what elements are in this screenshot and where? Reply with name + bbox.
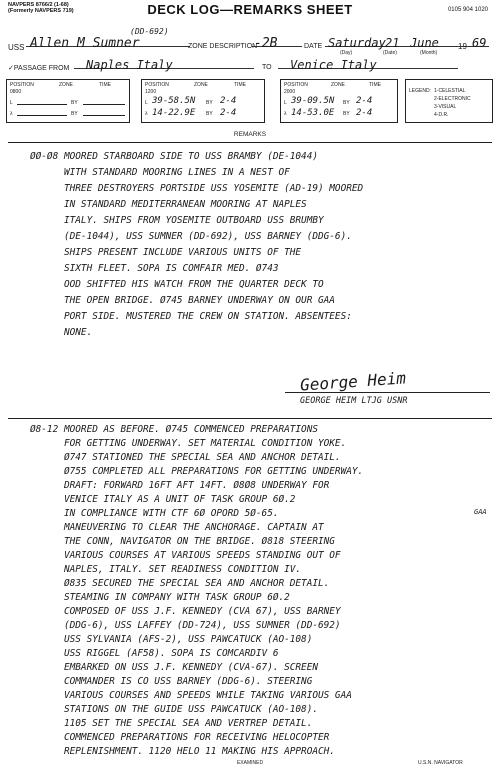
remark-line: FOR GETTING UNDERWAY. SET MATERIAL CONDITION YOKE.	[64, 438, 347, 449]
remark-line: (DE-1044), USS SUMNER (DD-692), USS BARNEY (DDG-6).	[64, 231, 352, 242]
latitude: 39-58.5N	[152, 96, 196, 106]
remark-line: DRAFT: FORWARD 16FT AFT 14FT. Ø8Ø8 UNDERWAY FOR	[64, 480, 330, 491]
remark-line: VARIOUS COURSES AND SPEEDS WHILE TAKING VARIOUS GAA	[64, 690, 352, 701]
entry1-signature: George Heim	[299, 368, 407, 395]
remark-line: COMMANDER IS CO USS BARNEY (DDG-6). STEERING	[64, 676, 313, 687]
zone-value: -2B	[254, 36, 278, 51]
position-box-0800: POSITION ZONE TIME 0800 L λ BY BY	[6, 79, 130, 123]
entry1-signature-print: GEORGE HEIM LTJG USNR	[300, 396, 408, 406]
remark-line: REPLENISHMENT. 1120 HELO 11 MAKING HIS APPROACH.	[64, 746, 335, 757]
by-label: BY	[71, 111, 78, 117]
remark-line: MOORED AS BEFORE. Ø745 COMMENCED PREPARATIONS	[64, 424, 318, 435]
legend-item: 4-D.R.	[434, 112, 449, 118]
zone-header: ZONE	[59, 82, 73, 88]
remark-line: WITH STANDARD MOORING LINES IN A NEST OF	[64, 167, 290, 178]
by-label: BY	[343, 111, 350, 117]
month-value: June	[410, 36, 439, 50]
remark-line: VENICE ITALY AS A UNIT OF TASK GROUP 6Ø.2	[64, 494, 296, 505]
remark-line: USS RIGGEL (AF58). SOPA IS COMCARDIV 6	[64, 648, 279, 659]
remark-line: MOORED STARBOARD SIDE TO USS BRAMBY (DE-1044)	[64, 151, 318, 162]
position-header: POSITION	[10, 82, 34, 88]
zone-header: ZONE	[194, 82, 208, 88]
position-box-1200: POSITION ZONE TIME 1200 L λ 39-58.5N BY 2-4 14-22.9E BY 2-4	[141, 79, 265, 123]
box-time: 2000	[284, 89, 296, 95]
by-label: BY	[71, 100, 78, 106]
remark-line: IN COMPLIANCE WITH CTF 6Ø OPORD 5Ø-65.	[64, 508, 279, 519]
passage-to: Venice Italy	[290, 58, 377, 72]
remark-line: STEAMING IN COMPANY WITH TASK GROUP 6Ø.2	[64, 592, 290, 603]
remarks-rule	[8, 142, 492, 143]
remark-line: SHIPS PRESENT INCLUDE VARIOUS UNITS OF THE	[64, 247, 302, 258]
year-value: 69	[472, 36, 487, 50]
zone-label: ZONE DESCRIPTION	[188, 43, 258, 50]
position-header: POSITION	[284, 82, 308, 88]
day-value: Saturday	[328, 36, 386, 50]
ship-name: Allen M Sumner	[30, 36, 140, 51]
form-id: NAVPERS 8766/2 (1-68) (Formerly NAVPERS 719)	[8, 2, 74, 14]
remark-line: Ø835 SECURED THE SPECIAL SEA AND ANCHOR DETAIL.	[64, 578, 330, 589]
time-header: TIME	[99, 82, 111, 88]
signature-line	[285, 392, 490, 393]
legend-label: LEGEND:	[409, 88, 431, 94]
remark-line: ITALY. SHIPS FROM YOSEMITE OUTBOARD USS BRUMBY	[64, 215, 324, 226]
passage-from: Naples Italy	[86, 58, 173, 72]
latitude-by: 2-4	[356, 96, 373, 106]
box-time: 0800	[10, 89, 22, 95]
legend-item: 2-ELECTRONIC	[434, 96, 471, 102]
passage-label: ✓PASSAGE FROM	[8, 65, 70, 72]
year-prefix: 19	[458, 42, 467, 51]
latitude: 39-09.5N	[291, 96, 335, 106]
entry-divider	[8, 418, 492, 419]
entry1-time: ØØ-Ø8	[30, 151, 59, 162]
to-label: TO	[262, 64, 272, 71]
day-caption: (Day)	[340, 50, 353, 56]
remark-line: NONE.	[64, 327, 93, 338]
remark-line: SIXTH FLEET. SOPA IS COMFAIR MED. Ø743	[64, 263, 279, 274]
remark-line: THE OPEN BRIDGE. Ø745 BARNEY UNDERWAY ON OUR GAA	[64, 295, 335, 306]
by-label: BY	[206, 111, 213, 117]
legend-item: 1-CELESTIAL	[434, 88, 466, 94]
hull-number: (DD-692)	[130, 27, 169, 36]
page-title: DECK LOG—REMARKS SHEET	[147, 2, 353, 17]
remarks-label: REMARKS	[233, 131, 267, 138]
legend-box	[405, 79, 493, 123]
longitude-by: 2-4	[220, 108, 237, 118]
remark-line: THE CONN, NAVIGATOR ON THE BRIDGE. Ø818 STEERING	[64, 536, 335, 547]
remark-line: VARIOUS COURSES AT VARIOUS SPEEDS STANDING OUT OF	[64, 550, 341, 561]
remark-line: STATIONS ON THE GUIDE USS PAWCATUCK (AO-108).	[64, 704, 318, 715]
date-caption: (Date)	[383, 50, 397, 56]
remark-line: THREE DESTROYERS PORTSIDE USS YOSEMITE (AD-19) MOORED	[64, 183, 364, 194]
date-value: 21	[385, 36, 400, 50]
remark-line: 1105 SET THE SPECIAL SEA AND VERTREP DETAIL.	[64, 718, 313, 729]
margin-note: GAA	[474, 508, 487, 516]
date-label: DATE	[304, 43, 323, 50]
remark-line: Ø747 STATIONED THE SPECIAL SEA AND ANCHOR DETAIL.	[64, 452, 341, 463]
latitude-by: 2-4	[220, 96, 237, 106]
form-number: 0105 904 1020	[447, 7, 488, 13]
longitude-by: 2-4	[356, 108, 373, 118]
position-box-2000: POSITION ZONE TIME 2000 L λ 39-09.5N BY 2-4 14-53.0E BY 2-4	[280, 79, 398, 123]
remark-line: IN STANDARD MEDITERRANEAN MOORING AT NAPLES	[64, 199, 307, 210]
remark-line: USS SYLVANIA (AFS-2), USS PAWCATUCK (AO-108)	[64, 634, 313, 645]
longitude: 14-22.9E	[152, 108, 196, 118]
examined-label: EXAMINED	[236, 760, 264, 766]
zone-header: ZONE	[331, 82, 345, 88]
remark-line: EMBARKED ON USS J.F. KENNEDY (CVA-67). SCREEN	[64, 662, 318, 673]
remark-line: COMMENCED PREPARATIONS FOR RECEIVING HELOCOPTER	[64, 732, 330, 743]
by-label: BY	[343, 100, 350, 106]
time-header: TIME	[234, 82, 246, 88]
month-caption: (Month)	[420, 50, 438, 56]
position-header: POSITION	[145, 82, 169, 88]
remark-line: Ø755 COMPLETED ALL PREPARATIONS FOR GETTING UNDERWAY.	[64, 466, 364, 477]
remark-line: PORT SIDE. MUSTERED THE CREW ON STATION. ABSENTEES:	[64, 311, 352, 322]
remark-line: COMPOSED OF USS J.F. KENNEDY (CVA 67), USS BARNEY	[64, 606, 341, 617]
by-label: BY	[206, 100, 213, 106]
passage-check-icon: ✓	[8, 65, 14, 72]
entry2-time: Ø8-12	[30, 424, 59, 435]
navigator-label: U.S.N. NAVIGATOR	[418, 760, 463, 766]
uss-label: USS	[8, 43, 25, 52]
remark-line: (DDG-6), USS LAFFEY (DD-724), USS SUMNER (DD-692)	[64, 620, 341, 631]
legend-item: 3-VISUAL	[434, 104, 457, 110]
time-header: TIME	[369, 82, 381, 88]
remark-line: OOD SHIFTED HIS WATCH FROM THE QUARTER DECK TO	[64, 279, 324, 290]
box-time: 1200	[145, 89, 157, 95]
remark-line: NAPLES, ITALY. SET READINESS CONDITION IV.	[64, 564, 302, 575]
remark-line: MANEUVERING TO CLEAR THE ANCHORAGE. CAPTAIN AT	[64, 522, 324, 533]
longitude: 14-53.0E	[291, 108, 335, 118]
